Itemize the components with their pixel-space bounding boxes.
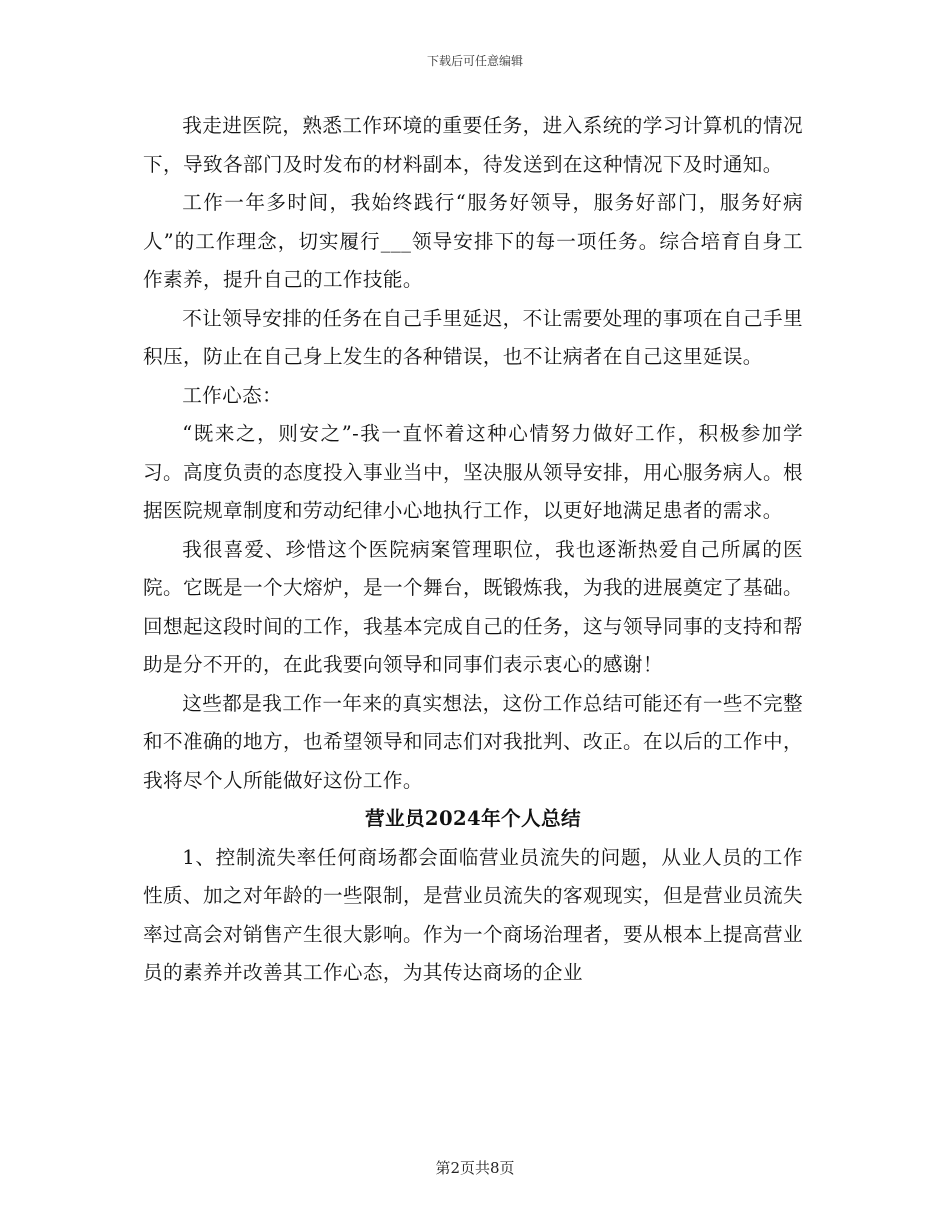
paragraph: “既来之，则安之”-我一直怀着这种心情努力做好工作，积极参加学习。高度负责的态度投入事业当中，坚决服从领导安排，用心服务病人。根据医院规章制度和劳动纪律小心地执行工作，以更好地满足患者的需求。 [143,422,803,522]
header-note: 下载后可任意编辑 [426,54,523,68]
paragraph: 不让领导安排的任务在自己手里延迟，不让需要处理的事项在自己手里积压，防止在自己身上发生的各种错误，也不让病者在自己这里延误。 [143,306,803,368]
paragraph: 我走进医院，熟悉工作环境的重要任务，进入系统的学习计算机的情况下，导致各部门及时发布的材料副本，待发送到在这种情况下及时通知。 [143,114,803,176]
page-footer: 第2页共8页 [435,1159,515,1177]
paragraph: 这些都是我工作一年来的真实想法，这份工作总结可能还有一些不完整和不准确的地方，也希望领导和同志们对我批判、改正。在以后的工作中，我将尽个人所能做好这份工作。 [143,691,803,792]
document-body [143,107,803,993]
paragraph: 1、控制流失率任何商场都会面临营业员流失的问题，从业人员的工作性质、加之对年龄的一些限制，是营业员流失的客观现实，但是营业员流失率过高会对销售产生很大影响。作为一个商场治理者，要从根本上提高营业员的素养并改善其工作心态，为其传达商场的企业 [143,845,803,984]
paragraph-heading: 工作心态： [182,383,283,407]
paragraph: 我很喜爱、珍惜这个医院病案管理职位，我也逐渐热爱自己所属的医院。它既是一个大熔炉，是一个舞台，既锻炼我，为我的进展奠定了基础。回想起这段时间的工作，我基本完成自己的任务，这与领导同事的支持和帮助是分不开的，在此我要向领导和同事们表示衷心的感谢！ [143,537,803,676]
section-title: 营业员2024年个人总结 [364,807,582,830]
paragraph: 工作一年多时间，我始终践行“服务好领导，服务好部门，服务好病人”的工作理念，切实履行___领导安排下的每一项任务。综合培育自身工作素养，提升自己的工作技能。 [143,191,803,291]
